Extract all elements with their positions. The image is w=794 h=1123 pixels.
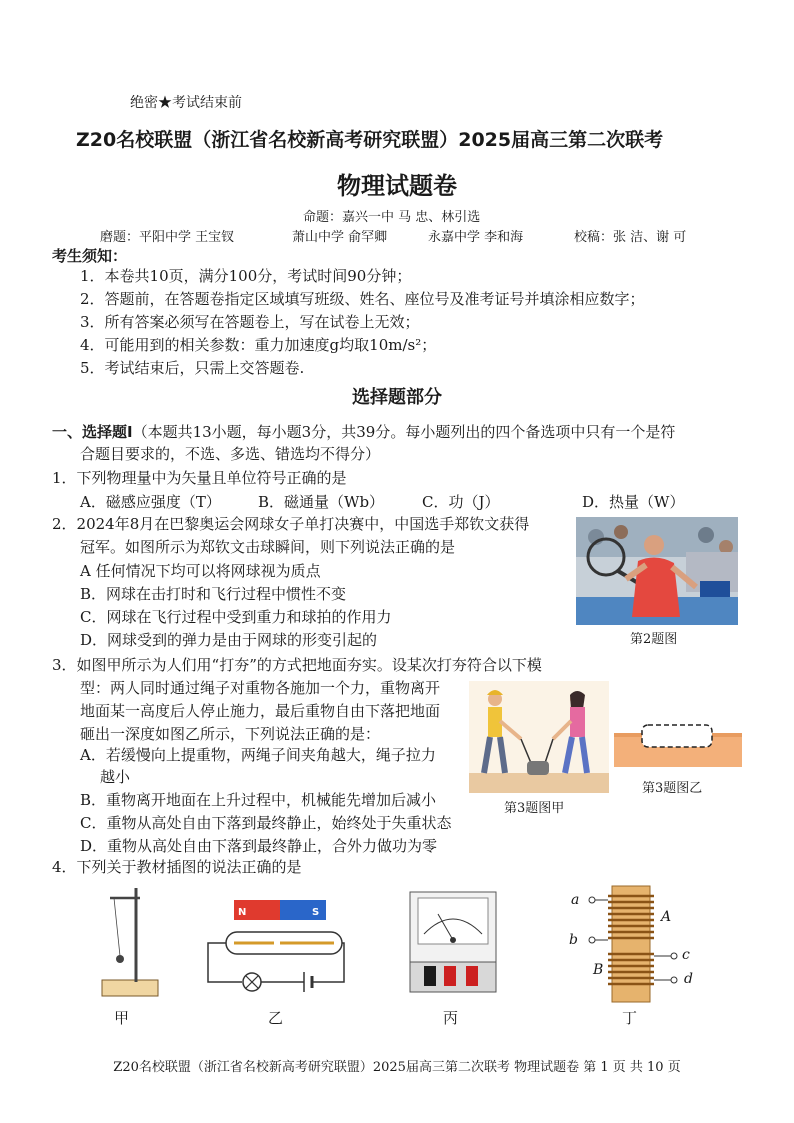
q3-option-b: B．重物离开地面在上升过程中，机械能先增加后减小: [80, 791, 437, 809]
reviewer-1: 磨题：平阳中学 王宝钗: [100, 230, 235, 245]
coil-label-c: c: [682, 947, 690, 963]
coil-label-A: A: [661, 909, 672, 925]
coil-figure: [584, 882, 694, 1006]
secret-label: 绝密★考试结束前: [130, 95, 242, 111]
paper-title: 物理试题卷: [337, 171, 457, 200]
q3-stem-b: 型：两人同时通过绳子对重物各施加一个力，重物离开: [80, 679, 441, 697]
notice-item: 3．所有答案必须写在答题卷上，写在试卷上无效；: [80, 313, 420, 331]
tamping-figure: [469, 681, 609, 793]
q2-stem-cont: 冠军。如图所示为郑钦文击球瞬间，则下列说法正确的是: [80, 538, 456, 556]
q1-option-c: C．功（J）: [422, 493, 500, 511]
coil-label-B: B: [593, 962, 604, 978]
coil-label-b: b: [569, 932, 578, 948]
authors: 命题：嘉兴一中 马 忠、林引选: [303, 210, 481, 225]
notice-item: 4．可能用到的相关参数：重力加速度g均取10m/s²；: [80, 336, 437, 354]
q2-option-a: A 任何情况下均可以将网球视为质点: [80, 562, 321, 580]
q4-label-bing: 丙: [443, 1009, 459, 1027]
pendulum-figure: [96, 884, 166, 1004]
coil-label-d: d: [684, 971, 693, 987]
q4-label-yi: 乙: [268, 1009, 284, 1027]
q2-stem: 2．2024年8月在巴黎奥运会网球女子单打决赛中，中国选手郑钦文获得: [52, 515, 530, 533]
notice-title: 考生须知：: [52, 247, 128, 265]
q2-caption: 第2题图: [630, 632, 678, 647]
reviewer-2: 萧山中学 俞罕卿: [292, 230, 388, 245]
crater-figure: [614, 719, 742, 767]
section-title: 选择题部分: [352, 387, 442, 408]
part1-desc-cont: 合题目要求的，不选、多选、错选均不得分）: [80, 445, 381, 463]
part1-label: 一、选择题Ⅰ: [52, 423, 133, 441]
reviewer-3: 永嘉中学 李和海: [428, 230, 524, 245]
q3-stem: 3．如图甲所示为人们用“打夯”的方式把地面夯实。设某次打夯符合以下模: [52, 656, 542, 674]
q3-option-a: A．若缓慢向上提重物，两绳子间夹角越大，绳子拉力: [80, 746, 436, 764]
q2-option-b: B．网球在击打时和飞行过程中惯性不变: [80, 585, 347, 603]
reed-switch-figure: [204, 898, 348, 1002]
proofreader: 校稿：张 洁、谢 可: [574, 230, 687, 245]
notice-item: 5．考试结束后，只需上交答题卷.: [80, 359, 305, 377]
q4-label-ding: 丁: [622, 1009, 638, 1027]
q3-caption-yi: 第3题图乙: [642, 781, 703, 796]
q3-stem-c: 地面某一高度后人停止施力，最后重物自由下落把地面: [80, 702, 441, 720]
notice-item: 1．本卷共10页，满分100分，考试时间90分钟；: [80, 267, 412, 285]
q4-label-jia: 甲: [114, 1009, 130, 1027]
q2-option-c: C．网球在飞行过程中受到重力和球拍的作用力: [80, 608, 392, 626]
part1-desc: （本题共13小题，每小题3分，共39分。每小题列出的四个备选项中只有一个是符: [132, 423, 676, 441]
tennis-photo: [576, 517, 738, 625]
q2-option-d: D．网球受到的弹力是由于网球的形变引起的: [80, 631, 378, 649]
q1-stem: 1．下列物理量中为矢量且单位符号正确的是: [52, 469, 347, 487]
q1-option-d: D．热量（W）: [582, 493, 685, 511]
page-footer: Z20名校联盟（浙江省名校新高考研究联盟）2025届高三第二次联考 物理试题卷 第 1 页 共 10 页: [113, 1060, 681, 1075]
notice-item: 2．答题前，在答题卷指定区域填写班级、姓名、座位号及准考证号并填涂相应数字；: [80, 290, 645, 308]
q3-option-c: C．重物从高处自由下落到最终静止，始终处于失重状态: [80, 814, 452, 832]
meter-figure: [408, 890, 498, 994]
coil-label-a: a: [571, 892, 580, 908]
q4-stem: 4．下列关于教材插图的说法正确的是: [52, 858, 302, 876]
q3-option-a-cont: 越小: [100, 768, 131, 786]
q3-caption-jia: 第3题图甲: [504, 801, 565, 816]
magnet-s: S: [312, 907, 320, 918]
q1-option-a: A．磁感应强度（T）: [80, 493, 221, 511]
q1-option-b: B．磁通量（Wb）: [258, 493, 385, 511]
exam-title: Z20名校联盟（浙江省名校新高考研究联盟）2025届高三第二次联考: [76, 129, 664, 151]
magnet-n: N: [238, 907, 247, 918]
q3-option-d: D．重物从高处自由下落到最终静止，合外力做功为零: [80, 837, 438, 855]
q3-stem-d: 砸出一深度如图乙所示，下列说法正确的是：: [80, 725, 381, 743]
